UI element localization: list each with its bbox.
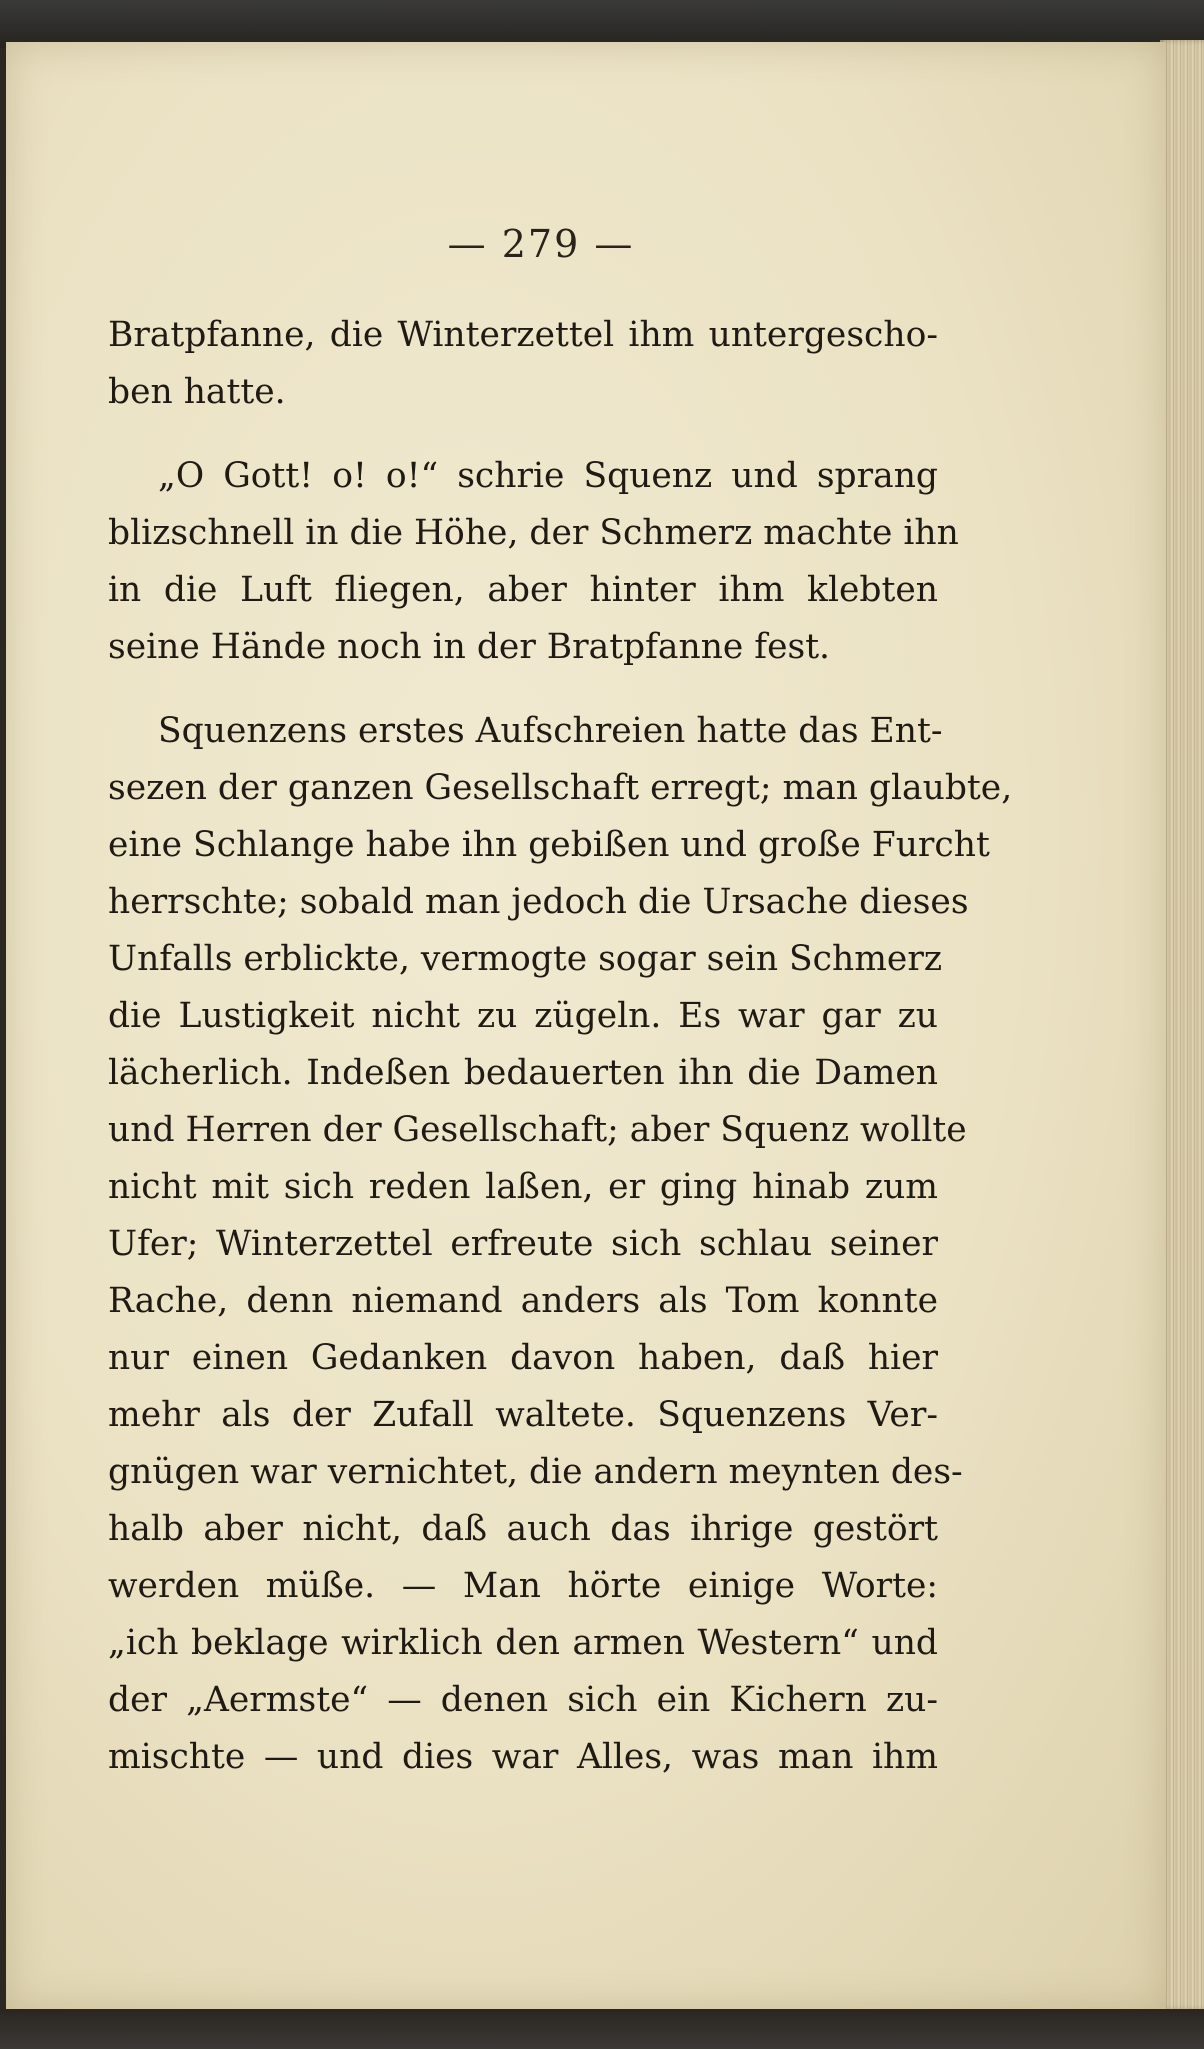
paragraph	[108, 703, 1013, 1786]
body-text	[108, 307, 1013, 1786]
text-line: lächerlich. Indeßen bedauerten ihn die Damen	[108, 1053, 938, 1093]
text-line: eine Schlange habe ihn gebißen und große Furcht	[108, 825, 990, 865]
text-line: werden müße. — Man hörte einige Worte:	[108, 1566, 938, 1606]
text-line: und Herren der Gesellschaft; aber Squenz wollte	[108, 1110, 967, 1150]
page-edge-stack	[1160, 40, 1204, 2010]
text-line: sezen der ganzen Gesellschaft erregt; man glaubte,	[108, 768, 1013, 808]
text-line: Ufer; Winterzettel erfreute sich schlau seiner	[108, 1224, 938, 1264]
text-line: „ich beklage wirklich den armen Western“ und	[108, 1623, 938, 1663]
text-line: mischte — und dies war Alles, was man ihm	[108, 1737, 938, 1777]
text-line: die Lustigkeit nicht zu zügeln. Es war gar zu	[108, 996, 938, 1036]
text-line: Squenzens erstes Aufschreien hatte das Ent-	[158, 711, 943, 751]
text-line: seine Hände noch in der Bratpfanne fest.	[108, 627, 831, 667]
text-line: gnügen war vernichtet, die andern meynten des-	[108, 1452, 963, 1492]
text-line: Bratpfanne, die Winterzettel ihm untergescho-	[108, 315, 938, 355]
text-line: nicht mit sich reden laßen, er ging hinab zum	[108, 1167, 938, 1207]
book-cover-bottom-edge	[0, 2009, 1204, 2049]
text-line: der „Aermste“ — denen sich ein Kichern zu-	[108, 1680, 938, 1720]
text-line: Rache, denn niemand anders als Tom konnte	[108, 1281, 938, 1321]
text-line: in die Luft fliegen, aber hinter ihm klebten	[108, 570, 938, 610]
text-line: herrschte; sobald man jedoch die Ursache dieses	[108, 882, 969, 922]
book-page	[6, 42, 1166, 2010]
page-number: — 279 —	[447, 222, 635, 266]
paragraph	[108, 448, 959, 676]
text-line: halb aber nicht, daß auch das ihrige gestört	[108, 1509, 938, 1549]
text-line: Unfalls erblickte, vermogte sogar sein Schmerz	[108, 939, 942, 979]
text-line: ben hatte.	[108, 372, 286, 412]
text-line: blizschnell in die Höhe, der Schmerz machte ihn	[108, 513, 959, 553]
text-line: nur einen Gedanken davon haben, daß hier	[108, 1338, 938, 1378]
book-cover-top-edge	[0, 0, 1204, 48]
paragraph	[108, 307, 938, 421]
text-line: mehr als der Zufall waltete. Squenzens Ver-	[108, 1395, 938, 1435]
text-line: „O Gott! o! o!“ schrie Squenz und sprang	[158, 456, 938, 496]
